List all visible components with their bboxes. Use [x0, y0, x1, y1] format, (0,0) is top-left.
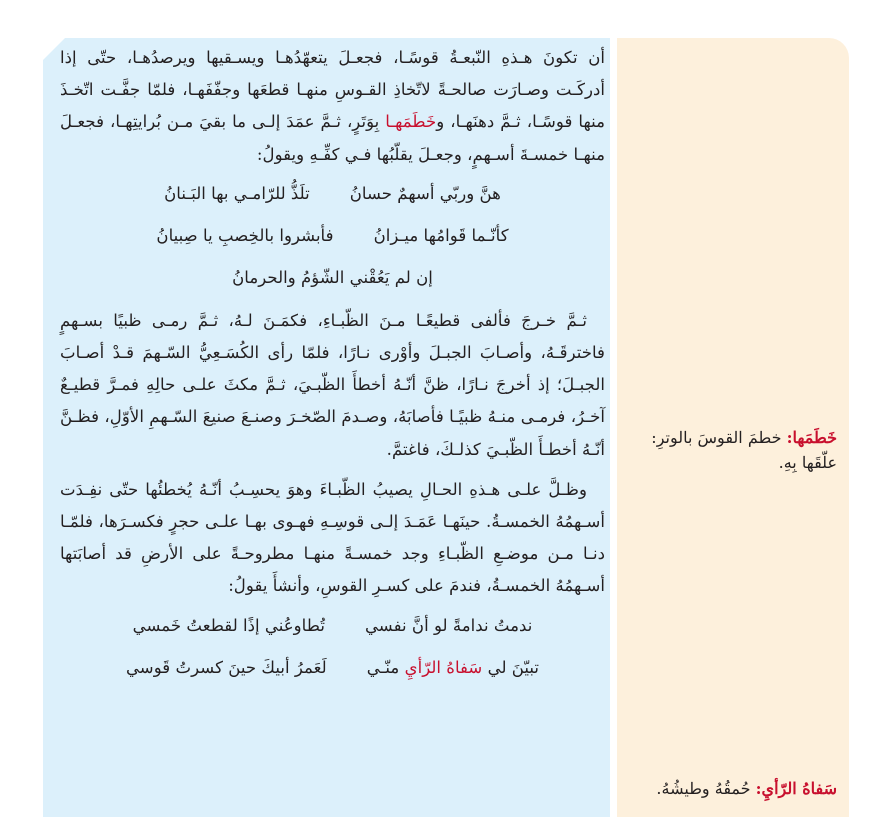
hemistich-right: كأنّـما قَوامُها ميـزانُ — [373, 225, 509, 245]
hemistich-left: فأبشروا بالخِصبِ يا صِبيانُ — [156, 225, 334, 245]
glossary-entry-khatamaha — [632, 425, 837, 475]
hemistich-right: تبيّنَ لي سَفاهُ الرّأيِ منّـي — [366, 657, 540, 677]
verse-line-4 — [60, 607, 605, 645]
glossary-term: خَطَمَها: — [786, 428, 837, 447]
verse-line-3 — [60, 259, 605, 297]
hemistich-left: لَعَمرُ أبيكَ حينَ كسرتُ قَوسي — [125, 657, 327, 677]
hemistich-right: هنَّ وربّي أسهمٌ حسانُ — [349, 183, 501, 203]
paragraph-3: وظـلَّ علـى هـذهِ الحـالِ يصيبُ الظّبـاءَ وهوَ يحسِـبُ أنّـهُ يُخطئُها حتّى نفِـدَت أسـهمُهُ الخمسـةُ. حينَهـا عَمَـدَ إلـى قوسِـهِ فهـوى بهـا علـى حجرٍ فكسـرَها، فلمّـا دنـا مـن موضـعِ الظّبـاءِ وجد خمسـةً منهـا مطروحـةً على الأرضِ قد أصابَتها أسـهمُهُ الخمسـةُ، فندمَ على كسـرِ القوسِ، وأنشأَ يقولُ: — [60, 479, 605, 596]
glossary-entry-safah — [632, 776, 837, 801]
hemistich-left: تُطاوعُني إذًا لقطعتُ خَمسي — [132, 615, 325, 635]
hemistich-single: إن لم يَعُقْني الشّؤمُ والحرمانُ — [232, 267, 433, 287]
verse-line-1 — [60, 175, 605, 213]
hemistich-left: تلَذُّ للرّامـي بها البَـنانُ — [164, 183, 310, 203]
glossary-definition: خطمَ القوسَ بالوترِ: علّقَها بِهِ. — [651, 428, 837, 472]
paragraph-1: أن تكونَ هـذهِ النّبعـةُ قوسًـا، فجعـلَ يتعهّدُهـا ويسـقيها ويرصدُهـا، حتّى إذا أدركَـت وصـارَت صالحـةً لاتّخاذِ القـوسِ منهـا قطعَها وجفّفَهـا، فلمّا جفَّـت اتّخـذَ منها قوسًـا، ثـمَّ دهنَهـا، وخَطَمَهـا بِوَتَرٍ، ثـمَّ عمَدَ إلـى ما بقيَ مـن بُرايتِهـا، فجعـلَ منهـا خمسـةَ أسـهمٍ، وجعـلَ يقلّبُها فـي كفِّـهِ ويقولُ: — [60, 48, 605, 164]
story-text — [60, 42, 605, 689]
paragraph-2: ثـمَّ خـرجَ فألفى قطيعًـا مـنَ الظّبـاءِ، فكمَـنَ لـهُ، ثـمَّ رمـى ظبيًا بسـهمٍ فاخترقَـهُ، وأصـابَ الجبـلَ وأوْرى نـارًا، فلمّا رأى الكُسَـعِيُّ السّـهمَ قـدْ أصـابَ الجبـلَ؛ إذ أخرجَ نـارًا، ظنَّ أنّـهُ أخطأَ الظّبـيَ، ثـمَّ مكثَ علـى حالِهِ فمـرَّ قطيـعٌ آخـرُ، فرمـى منـهُ ظبيًـا فأصابَهُ، وصـدمَ الصّخـرَ وصنـعَ صنيعَ السّـهمِ الأوّلِ، فظـنَّ أنّـهُ أخطـأَ الظّبـيَ كذلـكَ، فاغتمَّ. — [60, 310, 605, 459]
glossary-definition: حُمقُهُ وطيشُهُ. — [656, 779, 756, 798]
glossary-term: سَفاهُ الرّأيِ: — [755, 779, 837, 798]
highlighted-word-khatamaha: خَطَمَهـا — [385, 112, 437, 132]
verse-line-2 — [60, 217, 605, 255]
verse-line-5 — [60, 649, 605, 687]
highlighted-phrase-safah: سَفاهُ الرّأيِ — [404, 657, 483, 677]
hemistich-right: ندمتُ ندامةً لو أنَّ نفسي — [364, 615, 533, 635]
